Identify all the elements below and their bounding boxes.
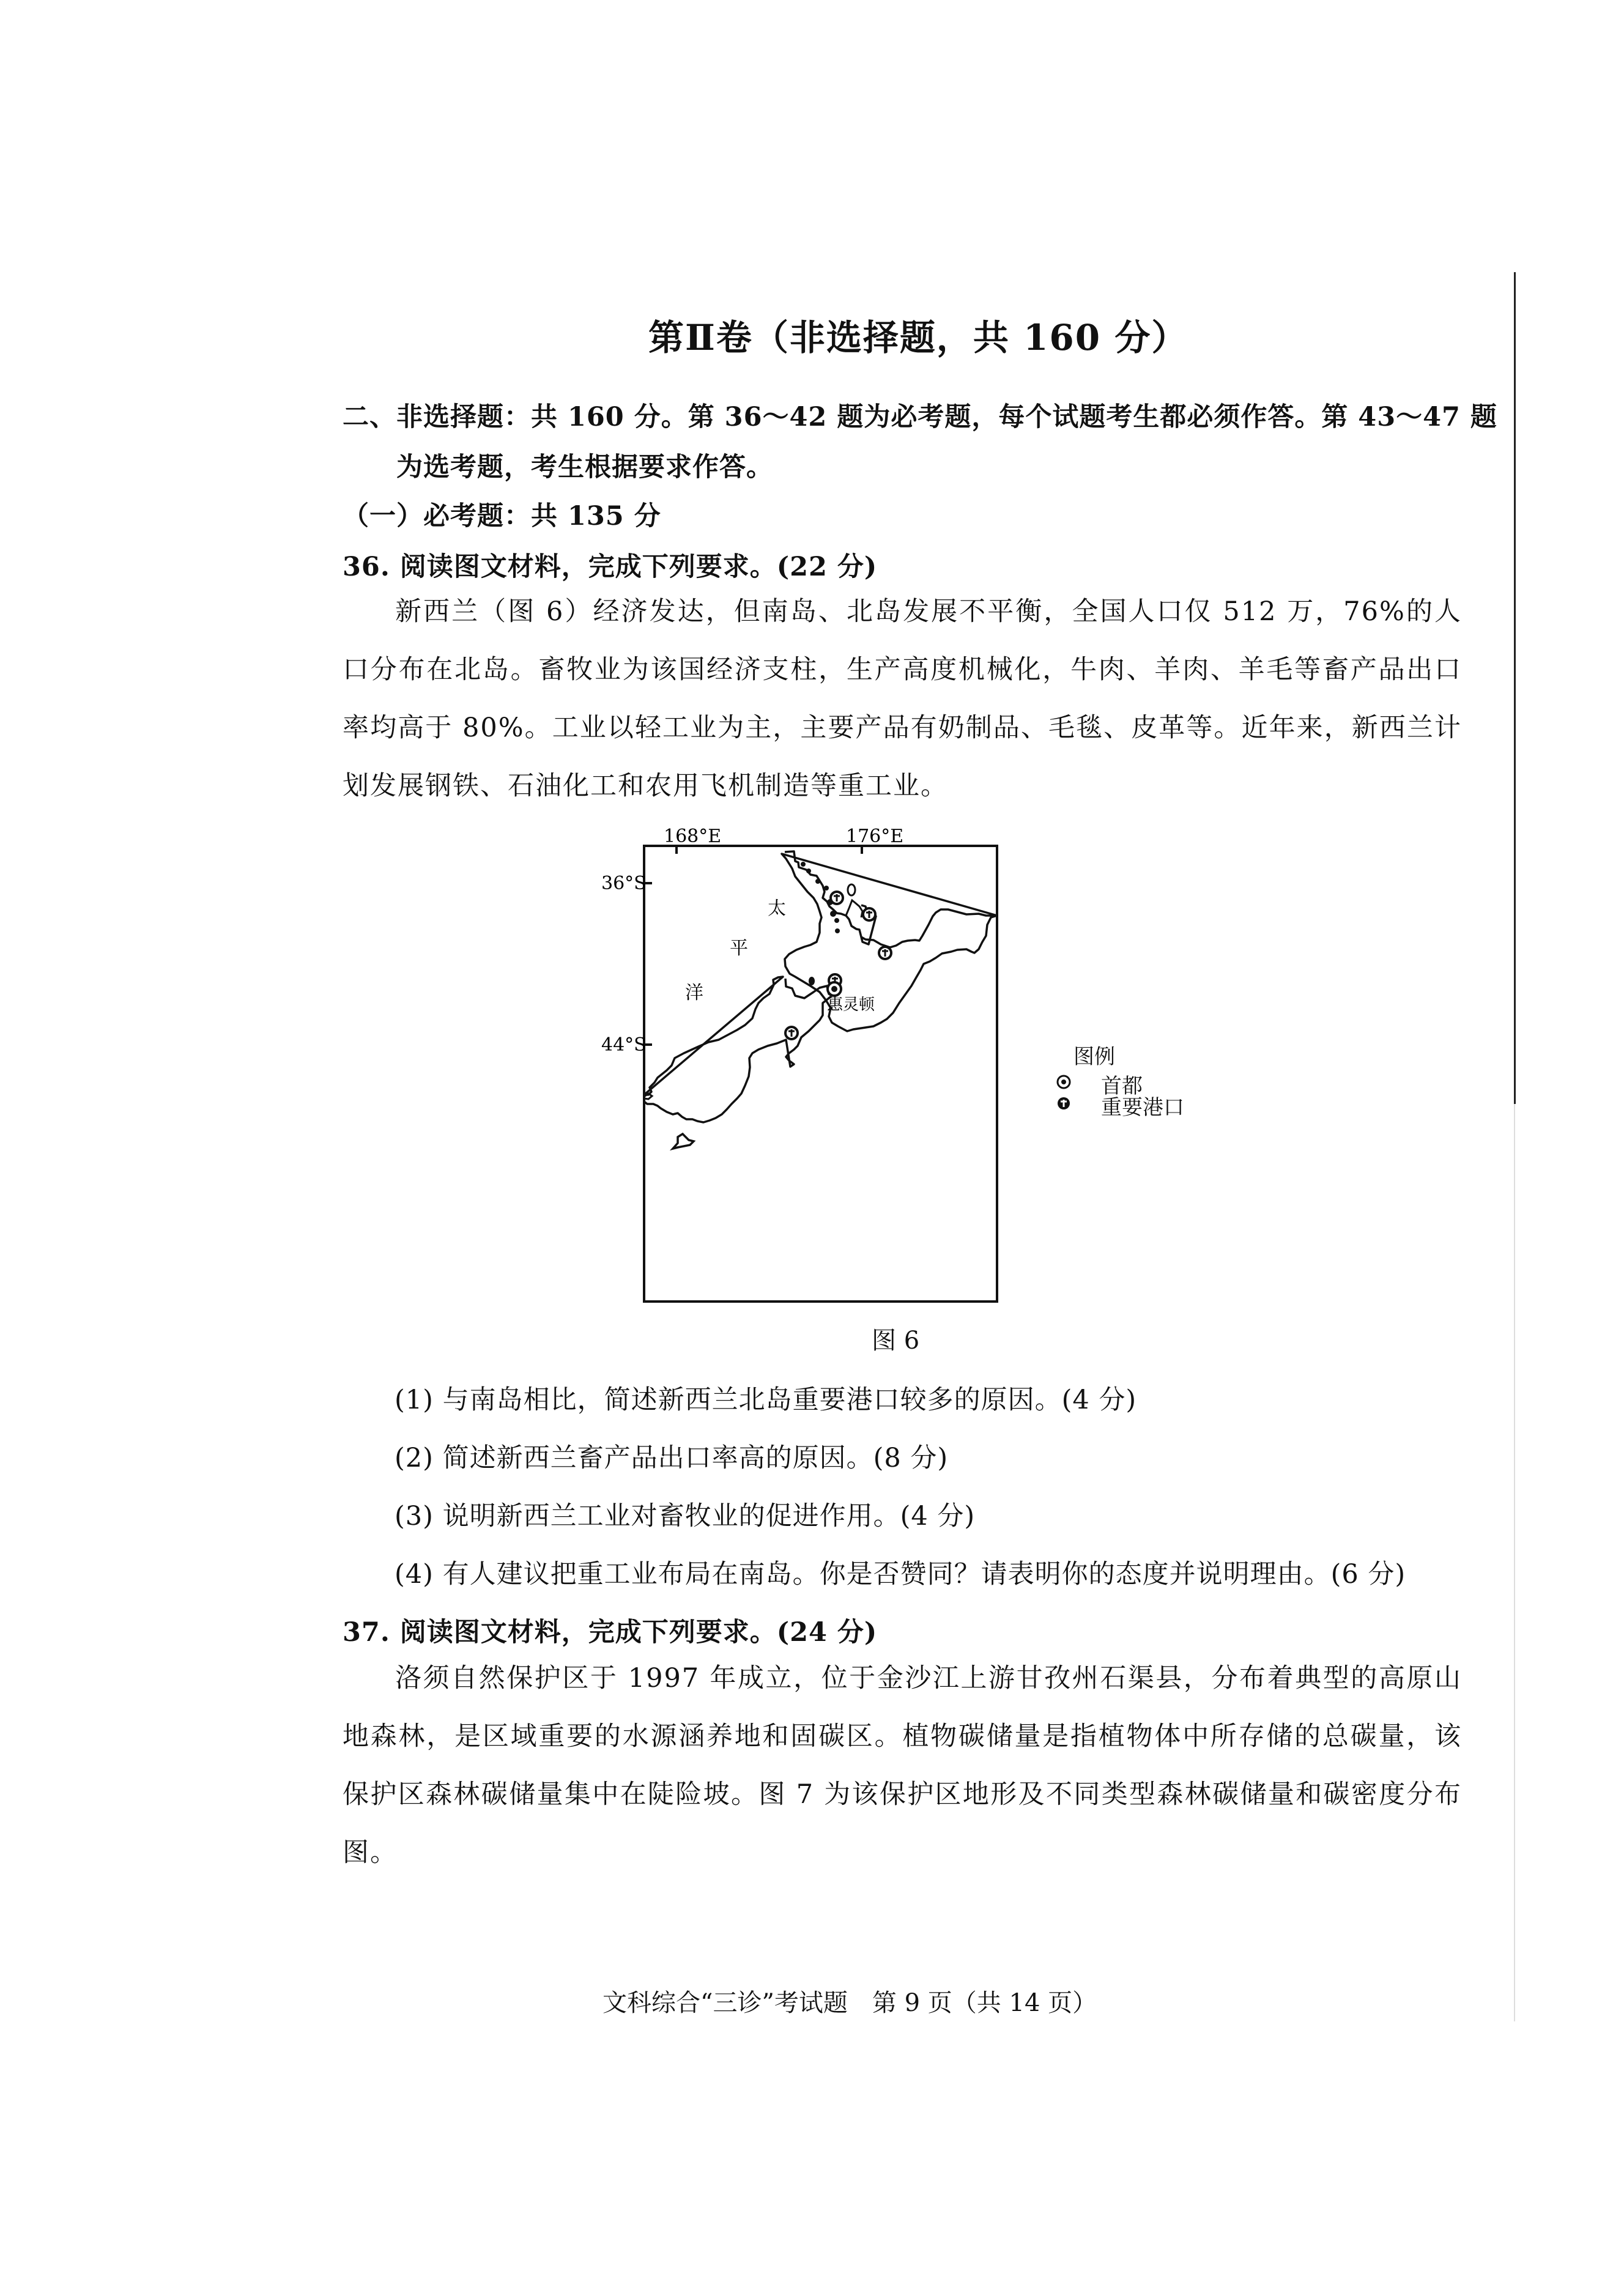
port-icon bbox=[785, 1027, 798, 1039]
lon-label-168e: 168°E bbox=[664, 826, 722, 847]
port-icon bbox=[879, 947, 891, 959]
capital-icon bbox=[828, 982, 841, 996]
ocean-char-2: 平 bbox=[730, 938, 748, 959]
capital-icon bbox=[1055, 1073, 1072, 1091]
q37-material: 洛须自然保护区于 1997 年成立，位于金沙江上游甘孜州石渠县，分布着典型的高原山地森林，是区域重要的水源涵养地和固碳区。植物碳储量是指植物体中所存储的总碳量，该保护区森林碳储量集中在陡险坡。图 7 为该保护区地形及不同类型森林碳储量和碳密度分布图。 bbox=[343, 1663, 1462, 1868]
q36-material: 新西兰（图 6）经济发达，但南岛、北岛发展不平衡，全国人口仅 512 万，76%的人口分布在北岛。畜牧业为该国经济支柱，生产高度机械化，牛肉、羊肉、羊毛等畜产品出口率均高于 80%。工业以轻工业为主，主要产品有奶制品、毛毯、皮革等。近年来，新西兰计划发展钢铁、石油化工和农用飞机制造等重工业。 bbox=[343, 596, 1462, 801]
capital-label: 惠灵顿 bbox=[827, 996, 875, 1014]
instructions-line-2: 为选考题，考生根据要求作答。 bbox=[396, 452, 773, 483]
legend-label-port: 重要港口 bbox=[1101, 1095, 1184, 1120]
binding-margin-line bbox=[1514, 272, 1516, 1104]
legend-label-capital: 首都 bbox=[1101, 1074, 1143, 1098]
port-icon bbox=[1055, 1095, 1072, 1112]
q36-question-4: (4) 有人建议把重工业布局在南岛。你是否赞同？请表明你的态度并说明理由。(6 分) bbox=[395, 1559, 1406, 1590]
lat-label-36s: 36°S bbox=[601, 873, 647, 894]
legend-item-port bbox=[1055, 1095, 1072, 1114]
port-icon bbox=[831, 892, 843, 904]
coast-detail-blob bbox=[831, 986, 837, 992]
coast-detail-blob bbox=[835, 928, 840, 933]
lon-label-176e: 176°E bbox=[846, 826, 904, 847]
lat-label-44s: 44°S bbox=[601, 1034, 647, 1056]
coast-detail-blob bbox=[1061, 1079, 1066, 1084]
coast-detail-blob bbox=[830, 911, 836, 917]
coast-detail-blob bbox=[801, 862, 806, 867]
binding-margin-line-faint bbox=[1514, 1104, 1515, 2021]
coast-detail-blob bbox=[834, 918, 839, 923]
instructions-line-1: 二、非选择题：共 160 分。第 36～42 题为必考题，每个试题考生都必须作答。第 43～47 题 bbox=[343, 402, 1497, 432]
legend-item-capital bbox=[1055, 1073, 1072, 1093]
page-footer: 文科综合“三诊”考试题 第 9 页（共 14 页） bbox=[603, 1989, 1097, 2017]
q36-question-1: (1) 与南岛相比，简述新西兰北岛重要港口较多的原因。(4 分) bbox=[395, 1385, 1137, 1415]
section-title: 第Ⅱ卷（非选择题，共 160 分） bbox=[648, 317, 1188, 358]
subsection-heading: （一）必考题：共 135 分 bbox=[343, 501, 661, 531]
coast-detail-blob bbox=[824, 886, 829, 891]
ocean-char-1: 太 bbox=[768, 898, 786, 919]
q36-question-3: (3) 说明新西兰工业对畜牧业的促进作用。(4 分) bbox=[395, 1501, 976, 1531]
q37-heading: 37. 阅读图文材料，完成下列要求。(24 分) bbox=[343, 1617, 878, 1648]
figure-caption: 图 6 bbox=[872, 1327, 920, 1355]
q36-heading: 36. 阅读图文材料，完成下列要求。(22 分) bbox=[343, 552, 878, 582]
port-icon bbox=[863, 908, 875, 920]
legend-title: 图例 bbox=[1073, 1045, 1115, 1069]
coast-detail-blob bbox=[815, 879, 820, 884]
new-zealand-map bbox=[599, 820, 1028, 1309]
ocean-char-3: 洋 bbox=[685, 982, 703, 1004]
q36-question-2: (2) 简述新西兰畜产品出口率高的原因。(8 分) bbox=[395, 1443, 949, 1473]
coast-detail-blob bbox=[806, 868, 811, 873]
d-urville-island bbox=[809, 977, 815, 985]
